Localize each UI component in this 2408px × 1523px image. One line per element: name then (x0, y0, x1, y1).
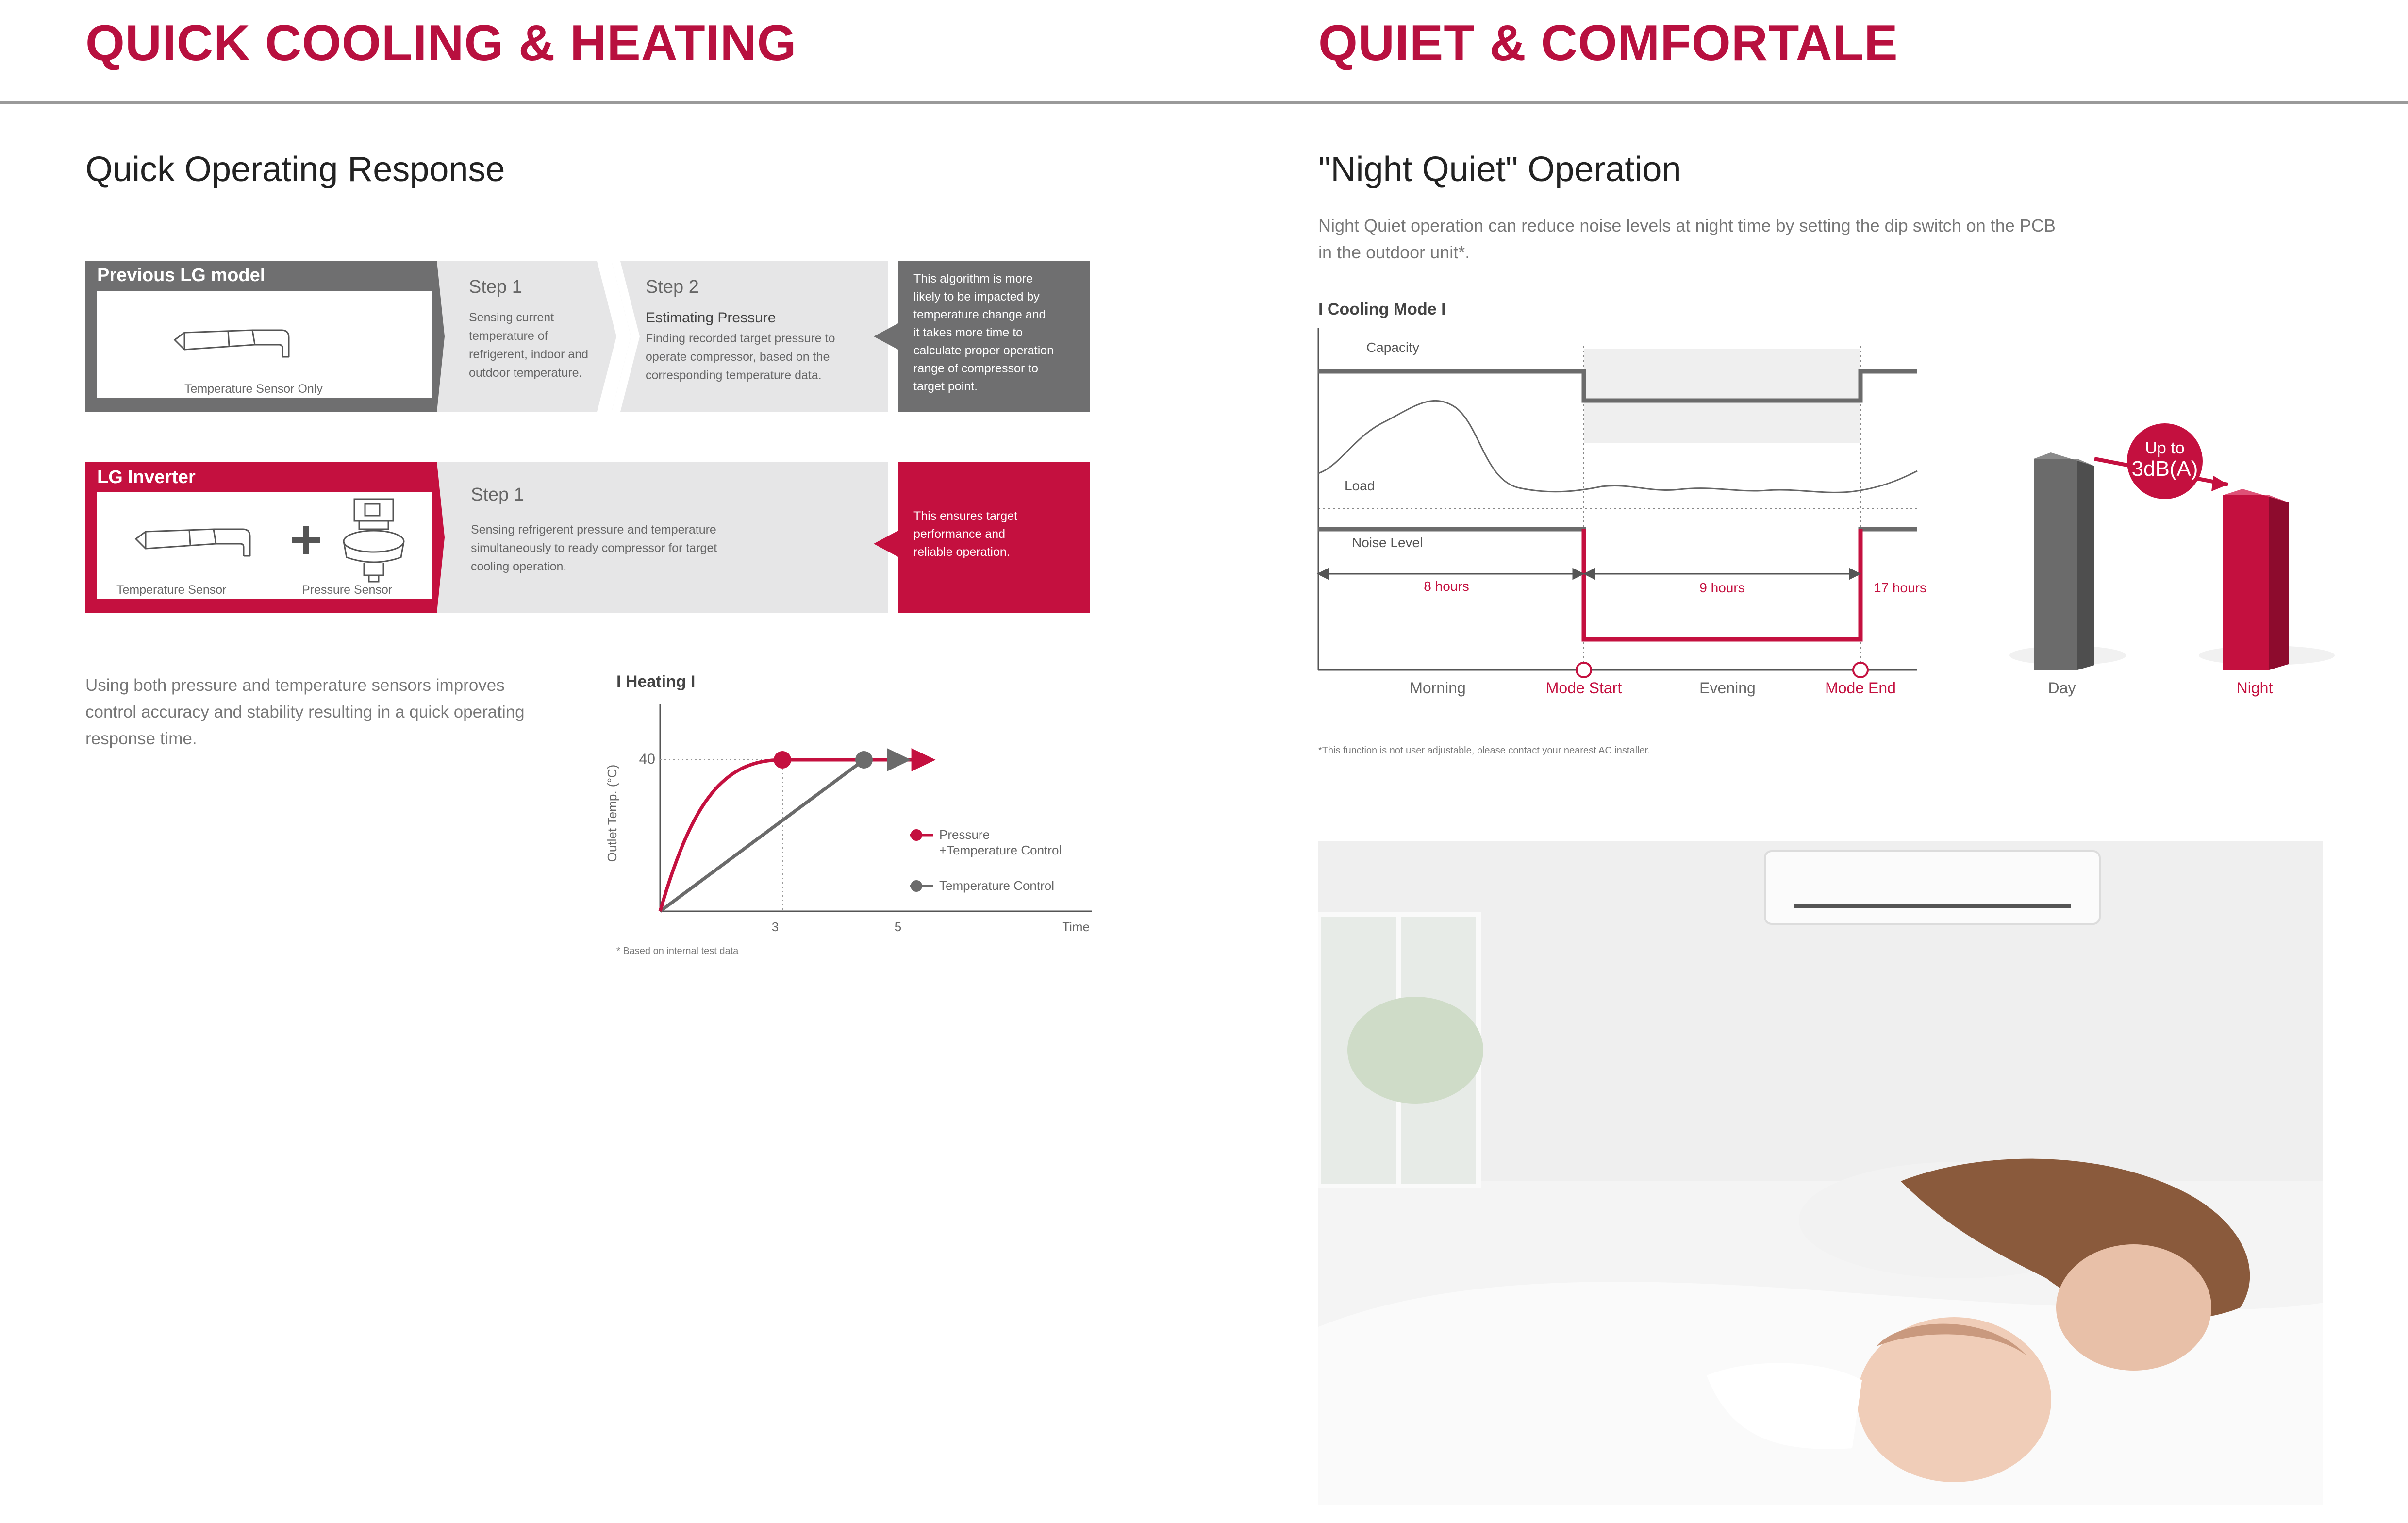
cooling-mode-chart (1311, 291, 1942, 709)
inverter-step1-title: Step 1 (471, 485, 524, 505)
night-label: Night (2236, 679, 2273, 697)
left-subheading: Quick Operating Response (85, 150, 505, 189)
pressure-sensor-icon (340, 495, 413, 583)
prev-step2-title: Step 2 (646, 277, 699, 297)
legend-temperature-marker (911, 880, 922, 892)
x-label-mode-end: Mode End (1825, 679, 1896, 697)
right-intro: Night Quiet operation can reduce noise levels at night time by setting the dip switch on the PCB in the outdoor unit*. (1318, 216, 2056, 262)
right-subheading: "Night Quiet" Operation (1318, 150, 1681, 189)
heating-chart-title: I Heating I (616, 672, 696, 691)
duration-9-hours: 9 hours (1699, 580, 1745, 595)
left-heading: QUICK COOLING & HEATING (85, 15, 797, 71)
series-temperature-control-line (660, 760, 913, 911)
badge-line2: 3dB(A) (2131, 457, 2198, 481)
legend-pressure-line2: +Temperature Control (939, 843, 1062, 857)
capacity-label: Capacity (1366, 340, 1419, 355)
temperature-sensor-icon (112, 515, 277, 568)
inverter-step1-text: Sensing refrigerent pressure and temperature simultaneously to ready compressor for target cooling operation. (471, 523, 717, 573)
noise-level-label: Noise Level (1352, 535, 1423, 550)
night-bar-front (2223, 495, 2269, 670)
temperature-arrowhead (887, 748, 911, 771)
legend-temperature-label: Temperature Control (939, 878, 1054, 893)
series-pressure-temperature-line (660, 760, 913, 911)
temperature-reach-point (855, 751, 873, 769)
heating-ytick-40: 40 (639, 751, 655, 767)
header-divider (0, 101, 2408, 104)
night-bar-side (2269, 495, 2289, 670)
x-label-mode-start: Mode Start (1545, 679, 1622, 697)
heating-xtick-5: 5 (894, 920, 902, 934)
day-night-comparison (2000, 413, 2369, 704)
previous-sensor-caption: Temperature Sensor Only (184, 382, 323, 396)
heating-chart-ylabel: Outlet Temp. (°C) (605, 764, 619, 862)
inverter-info-text: This ensures target performance and reliable operation. (913, 509, 1017, 559)
previous-model-title: Previous LG model (97, 265, 266, 285)
inverter-info-pointer (874, 530, 899, 557)
mode-end-marker (1853, 663, 1868, 677)
right-heading: QUIET & COMFORTALE (1318, 15, 1898, 71)
day-bar-front (2034, 459, 2077, 670)
heating-xtick-3: 3 (771, 920, 779, 934)
sleeping-mother-baby-photo (1318, 841, 2323, 1505)
x-label-evening: Evening (1699, 679, 1756, 697)
badge-line1: Up to (2145, 439, 2185, 457)
left-footnote: * Based on internal test data (616, 946, 739, 956)
pressure-reach-point (774, 751, 791, 769)
prev-step2-subtitle: Estimating Pressure (646, 310, 776, 326)
x-label-morning: Morning (1410, 679, 1466, 697)
temperature-sensor-icon (170, 316, 296, 369)
duration-8-hours: 8 hours (1424, 579, 1469, 594)
heating-xlabel: Time (1062, 920, 1090, 934)
cooling-chart-title: I Cooling Mode I (1318, 300, 1446, 318)
legend-pressure-line1: Pressure (939, 827, 990, 842)
right-note: *This function is not user adjustable, please contact your nearest AC installer. (1318, 745, 1650, 756)
left-description: Using both pressure and temperature sensors improves control accuracy and stability resulting in a quick operating response time. (85, 676, 525, 748)
plus-icon (289, 523, 323, 557)
prev-step2-text: Finding recorded target pressure to operate compressor, based on the corresponding temperature data. (646, 332, 835, 382)
day-bar-side (2077, 459, 2094, 670)
load-label: Load (1345, 478, 1375, 493)
day-label: Day (2048, 679, 2076, 697)
mode-start-marker (1577, 663, 1591, 677)
duration-17-hours: 17 hours (1874, 580, 1926, 595)
air-conditioner (1765, 851, 2100, 924)
inverter-caption-temp: Temperature Sensor (116, 583, 227, 597)
heating-chart (602, 670, 1102, 961)
inverter-title: LG Inverter (97, 467, 196, 487)
previous-info-pointer (874, 323, 899, 350)
previous-info-text: This algorithm is more likely to be impacted by temperature change and it takes more time to calculate proper operation range of compressor to target point. (913, 272, 1054, 393)
mode-period-shade (1584, 349, 1860, 443)
prev-step1-text: Sensing current temperature of refrigerent, indoor and outdoor temperature. (469, 311, 588, 380)
legend-pressure-marker (911, 829, 922, 841)
prev-step1-title: Step 1 (469, 277, 522, 297)
pressure-arrowhead (912, 748, 936, 771)
inverter-caption-pressure: Pressure Sensor (302, 583, 393, 597)
